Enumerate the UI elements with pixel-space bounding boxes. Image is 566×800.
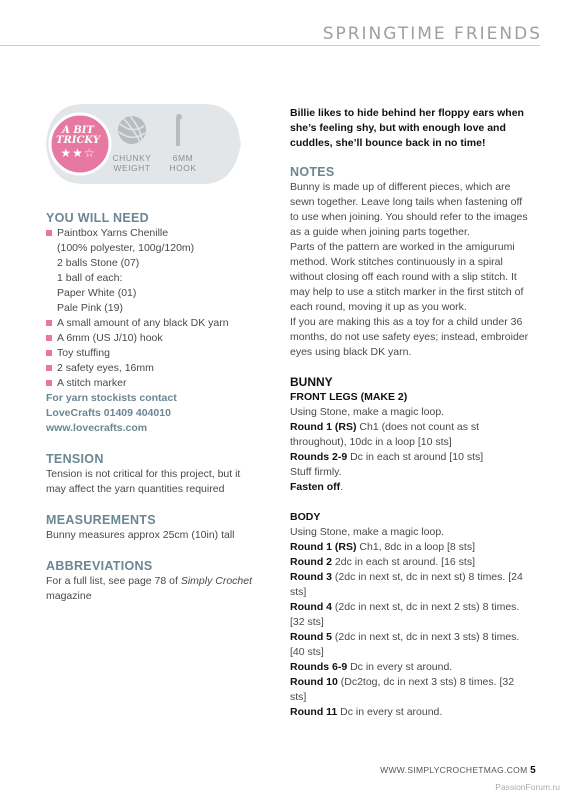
measurements-text: Bunny measures approx 25cm (10in) tall	[46, 529, 235, 541]
row-text: Dc in every st around.	[337, 706, 443, 718]
front-legs-section	[290, 390, 530, 495]
row-text: (2dc in next st, dc in next 3 sts) 8 times. [40 sts]	[290, 631, 520, 658]
footer	[380, 765, 536, 776]
stockists-website-link[interactable]: www.lovecrafts.com	[46, 422, 148, 434]
fasten-off-dot: .	[340, 481, 344, 493]
row-label: Round 5	[290, 631, 332, 643]
list-item	[46, 361, 261, 376]
left-column	[46, 210, 261, 619]
row-label: Round 3	[290, 571, 332, 583]
stockists-phone: LoveCrafts 01409 404010	[46, 407, 171, 419]
list-item-text: (100% polyester, 100g/120m)	[57, 242, 195, 254]
abbreviations-text	[46, 574, 261, 604]
abbreviations-section	[46, 558, 261, 604]
row-label: Rounds 2-9	[290, 451, 348, 463]
bullet-icon	[46, 230, 52, 236]
row-rs-label: (RS)	[334, 421, 357, 433]
hook-size-line1: 6MM	[172, 153, 194, 163]
difficulty-label: A BIT TRICKY	[56, 125, 100, 146]
tension-heading: TENSION	[46, 452, 104, 466]
pattern-row	[290, 675, 530, 705]
list-item-text: 2 balls Stone (07)	[57, 257, 140, 269]
difficulty-stars: ★★☆	[60, 146, 96, 160]
row-text: Dc in every st around.	[347, 661, 453, 673]
row-text: (Dc2tog, dc in next 3 sts) 8 times. [32 sts]	[290, 676, 515, 703]
page-number: 5	[530, 765, 536, 776]
row-label: Rounds 6-9	[290, 661, 348, 673]
fasten-off-label: Fasten off	[290, 481, 341, 493]
pattern-row	[290, 705, 530, 720]
notes-paragraph: Parts of the pattern are worked in the amigurumi method. Work stitches continuously in a spiral without closing off each round with a slip stitch. It may help to use a stitch marker in the first stitch of each round, moving it up as you work.	[290, 241, 524, 313]
list-item-text: Paintbox Yarns Chenille	[57, 227, 169, 239]
body-start: Using Stone, make a magic loop.	[290, 526, 445, 538]
list-item	[46, 301, 261, 316]
bullet-icon	[46, 320, 52, 326]
notes-section	[290, 164, 530, 360]
intro-text: Billie likes to hide behind her floppy ears when she’s feeling shy, but with enough love and cuddles, she’ll bounce back in no time!	[290, 107, 524, 149]
pattern-row	[290, 540, 530, 555]
pattern-row	[290, 570, 530, 600]
row-label: Round 1	[290, 421, 335, 433]
measurements-section	[46, 512, 261, 543]
measurements-heading: MEASUREMENTS	[46, 513, 156, 527]
right-column	[290, 106, 530, 720]
stockists-line-1: For yarn stockists contact	[46, 392, 177, 404]
list-item	[46, 376, 261, 391]
list-item	[46, 256, 261, 271]
row-label: Round 2	[290, 556, 332, 568]
bullet-icon	[46, 380, 52, 386]
pattern-row	[290, 600, 530, 630]
list-item	[46, 226, 261, 241]
pattern-row	[290, 660, 530, 675]
list-item	[46, 316, 261, 331]
list-item-text: Toy stuffing	[57, 347, 110, 359]
footer-url-link[interactable]: WWW.SIMPLYCROCHETMAG.COM	[380, 765, 528, 775]
list-item	[46, 241, 261, 256]
pattern-row	[290, 420, 530, 450]
pattern-row	[290, 555, 530, 570]
tension-text: Tension is not critical for this project, but it may affect the yarn quantities required	[46, 468, 241, 495]
yarn-weight-line2: WEIGHT	[113, 163, 151, 173]
list-item-text: A 6mm (US J/10) hook	[57, 332, 163, 344]
row-text: Ch1, 8dc in a loop [8 sts]	[356, 541, 475, 553]
list-item-text: Pale Pink (19)	[57, 302, 123, 314]
row-label: Round 4	[290, 601, 332, 613]
fasten-off-instruction	[290, 480, 530, 495]
abbreviations-text-start: For a full list, see page 78 of	[46, 575, 181, 587]
yarn-weight-label	[112, 153, 152, 173]
front-legs-heading: FRONT LEGS (MAKE 2)	[290, 391, 408, 403]
hook-size-label	[163, 153, 203, 173]
you-will-need-heading: YOU WILL NEED	[46, 211, 149, 225]
abbreviations-heading: ABBREVIATIONS	[46, 559, 153, 573]
you-will-need-section	[46, 210, 261, 436]
row-label: Round 11	[290, 706, 338, 718]
page-header-title: SPRINGTIME FRIENDS	[322, 24, 542, 44]
bunny-heading: BUNNY	[290, 375, 333, 389]
row-label: Round 10	[290, 676, 338, 688]
row-text: 2dc in each st around. [16 sts]	[332, 556, 476, 568]
pattern-row	[290, 630, 530, 660]
magazine-title: Simply Crochet	[180, 575, 253, 587]
notes-heading: NOTES	[290, 165, 335, 179]
hook-size-line2: HOOK	[169, 163, 197, 173]
row-text: (2dc in next st, dc in next 2 sts) 8 times. [32 sts]	[290, 601, 520, 628]
header-rule	[0, 45, 540, 46]
pattern-row	[290, 450, 530, 465]
body-heading: BODY	[290, 511, 321, 523]
notes-paragraph: If you are making this as a toy for a child under 36 months, do not use safety eyes; instead, embroider eyes using black DK yarn.	[290, 316, 529, 358]
list-item-text: A small amount of any black DK yarn	[57, 317, 229, 329]
body-section	[290, 510, 530, 720]
row-text: Ch1 (does not count as st throughout), 10dc in a loop [10 sts]	[290, 421, 480, 448]
list-item	[46, 271, 261, 286]
yarn-weight-line1: CHUNKY	[112, 153, 152, 163]
list-item	[46, 346, 261, 361]
row-label: Round 1	[290, 541, 335, 553]
bullet-icon	[46, 335, 52, 341]
tension-section	[46, 451, 261, 497]
materials-list	[46, 226, 261, 391]
row-text: Dc in each st around [10 sts]	[347, 451, 484, 463]
bunny-section	[290, 375, 530, 720]
list-item-text: 2 safety eyes, 16mm	[57, 362, 154, 374]
row-text: (2dc in next st, dc in next st) 8 times. [24 sts]	[290, 571, 523, 598]
notes-paragraph: Bunny is made up of different pieces, which are sewn together. Leave long tails when fastening off to use when joining. You should refer to the images as a guide when joining parts together.	[290, 181, 528, 238]
abbreviations-text-end: magazine	[46, 590, 92, 602]
stuff-instruction: Stuff firmly.	[290, 466, 342, 478]
list-item-text: A stitch marker	[57, 377, 127, 389]
row-rs-label: (RS)	[334, 541, 357, 553]
watermark: PassionForum.ru	[495, 782, 560, 792]
list-item-text: Paper White (01)	[57, 287, 137, 299]
front-legs-start: Using Stone, make a magic loop.	[290, 406, 445, 418]
list-item-text: 1 ball of each:	[57, 272, 123, 284]
list-item	[46, 286, 261, 301]
yarn-ball-icon	[118, 116, 146, 144]
bullet-icon	[46, 350, 52, 356]
bullet-icon	[46, 365, 52, 371]
list-item	[46, 331, 261, 346]
